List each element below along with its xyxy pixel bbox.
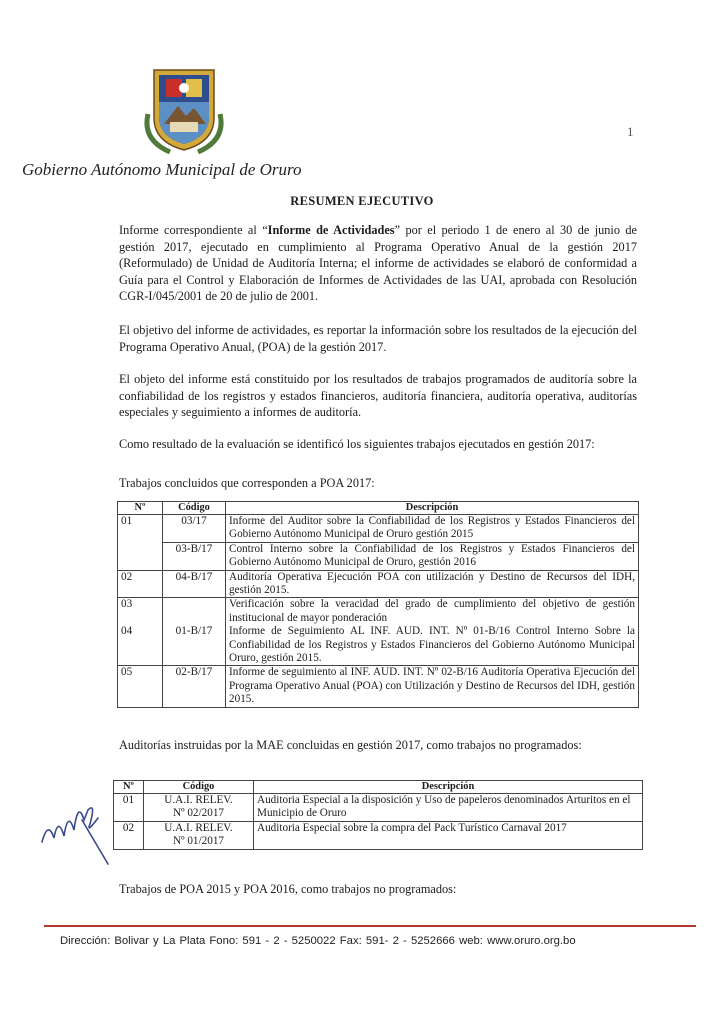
table-row [118, 598, 639, 625]
object-paragraph: El objeto del informe está constituido por los resultados de trabajos programados de auditoría sobre la confiabilidad de los registros y estados financieros, auditoría financiera, auditoría operativa, auditorías especiales y seguimiento a informes de auditoría. [119, 372, 637, 420]
code-line-1: U.A.I. RELEV. [164, 821, 233, 834]
row-number [118, 542, 163, 570]
mae-audits-paragraph: Auditorías instruidas por la MAE concluidas en gestión 2017, como trabajos no programados: [119, 738, 582, 752]
page-number: 1 [627, 124, 634, 139]
header-code: Código [163, 502, 226, 515]
table-row [118, 625, 639, 666]
header-description: Descripción [226, 502, 639, 515]
code-line-1: U.A.I. RELEV. [164, 794, 233, 806]
intro-report-name: Informe de Actividades [267, 223, 395, 237]
institution-name: Gobierno Autónomo Municipal de Oruro [22, 160, 302, 179]
row-description: Auditoria Especial sobre la compra del Pack Turístico Carnaval 2017 [254, 821, 643, 849]
row-number: 01 [118, 515, 163, 543]
intro-text-end: ” por el periodo 1 de enero al 30 de junio de gestión 2017, ejecutado en cumplimiento al Programa Operativo Anual de la gestión 2017 (Reformulado) de Unidad de Auditoría Interna; el informe de actividades se elaboró de conformidad a Guía para el Control y Elaboración de Informes de Actividades de las UAI, aprobada con Resolución CGR-I/045/2001 de 20 de julio de 2001. [119, 223, 637, 304]
row-description: Informe de Seguimiento AL INF. AUD. INT. Nº 01-B/16 Control Interno Sobre la Confiabilidad de los Registros y Estados Financieros del Gobierno Autónomo Municipal Oruro, gestión 2015. [226, 625, 639, 666]
document-title: RESUMEN EJECUTIVO [290, 194, 434, 208]
row-code: 04-B/17 [163, 570, 226, 598]
row-description: Control Interno sobre la Confiabilidad de los Registros y Estados Financieros del Gobierno Autónomo Municipal de Oruro, gestión 2016 [226, 542, 639, 570]
poa-2017-works-table [117, 501, 639, 708]
row-number: 05 [118, 666, 163, 707]
completed-works-heading: Trabajos concluidos que corresponden a POA 2017: [119, 476, 375, 490]
row-description: Informe del Auditor sobre la Confiabilidad de los Registros y Estados Financieros del Gobierno Autónomo Municipal de Oruro gestión 2015 [226, 515, 639, 543]
table-header-row [114, 781, 643, 794]
row-code: 02-B/17 [163, 666, 226, 707]
row-code: 03/17 [163, 515, 226, 543]
row-number: 03 [118, 598, 163, 625]
row-code [163, 598, 226, 625]
footer-contact: Dirección: Bolivar y La Plata Fono: 591 - 2 - 5250022 Fax: 591- 2 - 5252666 web: www.oruro.org.bo [60, 935, 576, 947]
code-line-2: Nº 01/2017 [172, 835, 225, 848]
table-row [118, 542, 639, 570]
footer-divider [44, 925, 696, 927]
row-description: Auditoria Especial a la disposición y Uso de papeleros denominados Arturitos en el Municipio de Oruro [254, 794, 643, 822]
row-description: Informe de seguimiento al INF. AUD. INT. Nº 02-B/16 Auditoría Operativa Ejecución del Programa Operativo Anual (POA) con Utilización y Destino de Recursos del IDH, gestión 2015. [226, 666, 639, 707]
header-number: Nº [118, 502, 163, 515]
table-row [118, 515, 639, 543]
row-number: 04 [118, 625, 163, 666]
intro-text-start: Informe correspondiente al “ [119, 223, 268, 237]
row-code [144, 794, 254, 822]
municipal-seal-logo [140, 62, 228, 158]
row-description: Verificación sobre la veracidad del grado de cumplimiento del objetivo de gestión institucional de mayor ponderación [226, 598, 639, 625]
row-description: Auditoría Operativa Ejecución POA con utilización y Destino de Recursos del IDH, gestión 2015. [226, 570, 639, 598]
table-row [118, 666, 639, 707]
header-description: Descripción [254, 781, 643, 794]
row-code [144, 821, 254, 849]
results-paragraph: Como resultado de la evaluación se identificó los siguientes trabajos ejecutados en gestión 2017: [119, 437, 595, 451]
code-line-2: Nº 02/2017 [172, 807, 225, 820]
header-code: Código [144, 781, 254, 794]
row-number: 01 [114, 794, 144, 822]
table-row [114, 821, 643, 849]
row-number: 02 [114, 821, 144, 849]
table-row [118, 570, 639, 598]
poa-2015-2016-heading: Trabajos de POA 2015 y POA 2016, como trabajos no programados: [119, 882, 457, 896]
table-header-row [118, 502, 639, 515]
row-number: 02 [118, 570, 163, 598]
objective-paragraph: El objetivo del informe de actividades, es reportar la información sobre los resultados de la ejecución del Programa Operativo Anual, (POA) de la gestión 2017. [119, 323, 637, 354]
row-code: 01-B/17 [163, 625, 226, 666]
header-number: Nº [114, 781, 144, 794]
intro-paragraph [119, 222, 637, 305]
mae-audits-table [113, 780, 643, 850]
table-row [114, 794, 643, 822]
handwritten-initials-signature [38, 790, 118, 868]
row-code: 03-B/17 [163, 542, 226, 570]
